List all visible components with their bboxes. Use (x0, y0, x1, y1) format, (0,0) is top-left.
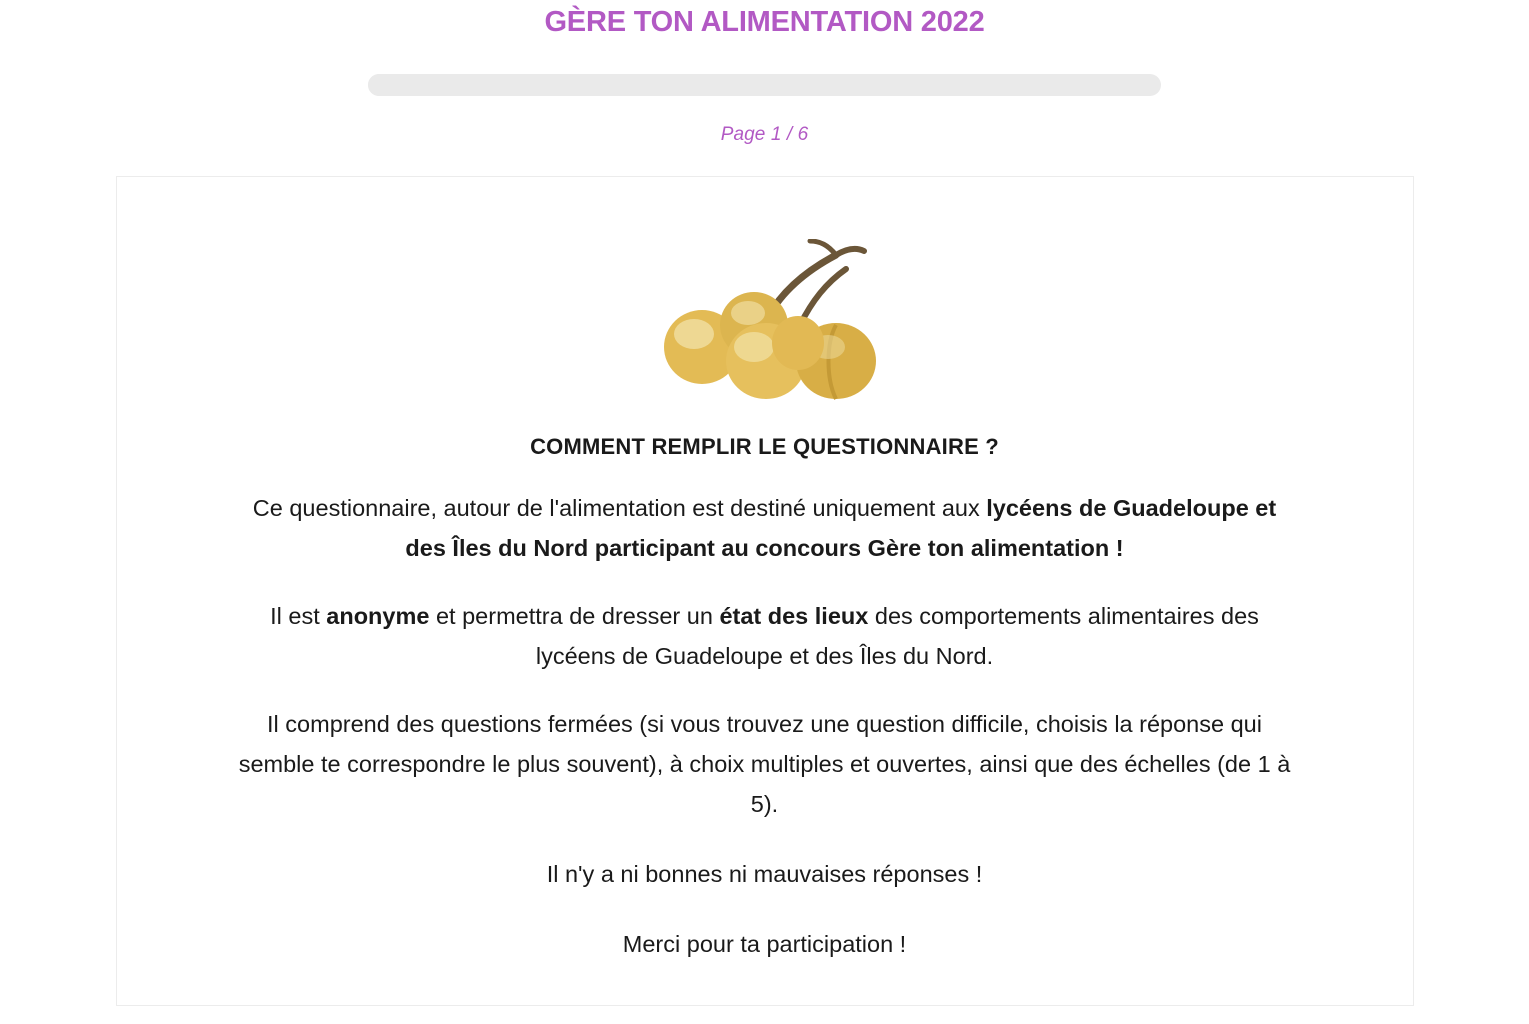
paragraph-intro (237, 488, 1293, 568)
text-run: Ce questionnaire, autour de l'alimentation est destiné uniquement aux (252, 495, 987, 521)
text-run-bold: état des lieux (719, 603, 869, 629)
page-title: GÈRE TON ALIMENTATION 2022 (544, 6, 985, 38)
text-run: Il n'y a ni bonnes ni mauvaises réponses ! (546, 861, 983, 887)
yellow-plums-illustration (650, 239, 880, 404)
section-heading: COMMENT REMPLIR LE QUESTIONNAIRE ? (530, 434, 999, 459)
progress-bar (368, 74, 1161, 96)
text-run-bold: anonyme (326, 603, 430, 629)
text-run: des comportements alimentaires des lycéens de Guadeloupe et des Îles du Nord. (535, 603, 1259, 669)
paragraph-anonymat (237, 596, 1293, 676)
text-run: et permettra de dresser un (429, 603, 720, 629)
progress-bar-fill (368, 74, 384, 96)
paragraph-thanks (623, 924, 906, 964)
paragraph-format (237, 704, 1293, 824)
questionnaire-intro-card (116, 176, 1414, 1006)
text-run: Il comprend des questions fermées (si vous trouvez une question difficile, choisis la réponse qui semble te correspondre le plus souvent), à choix multiples et ouvertes, ainsi que des échelles (de 1 à 5). (238, 711, 1291, 817)
text-run-bold: lycéens de Guadeloupe et des Îles du Nord participant au concours Gère ton alimentation ! (405, 495, 1277, 561)
page-counter: Page 1 / 6 (720, 124, 809, 145)
paragraph-no-wrong-answers (547, 854, 983, 894)
text-run: Merci pour ta participation ! (622, 931, 907, 957)
text-run: Il est (270, 603, 327, 629)
